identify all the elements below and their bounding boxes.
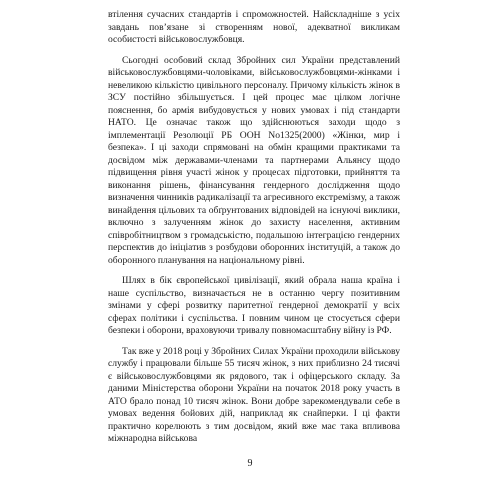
page-number: 9	[247, 458, 253, 469]
paragraph-european-path: Шлях в бік європейської цивілізації, який обрала наша країна і наше суспільство, визначається не в останню чергу позитивним змінами у сфері розвитку паритетної гендерної демократії у всіх сферах політики і суспільства. І повним чином це стосується сфери безпеки і оборони, враховуючи тривалу повномасштабну війну із РФ.	[108, 275, 400, 336]
paragraph-continued: втілення сучасних стандартів і спроможностей. Найскладніше з усіх завдань пов’язане зі створенням нової, адекватної викликам особистості військовослужбовця.	[108, 9, 400, 45]
paragraph-armed-forces-personnel: Сьогодні особовий склад Збройних сил України представлений військовослужбовцями-чоловіками, військовослужбовцями-жінками і невеликою кількістю цивільного персоналу. Причому кількість жінок в ЗСУ постійно збільшується. І цей процес має цілком логічне пояснення, бо армія вибудовується у нових умовах і під стандарти НАТО. Це означає також що здійснюються заходи щодо з імплементації Резолюції РБ ООН No1325(2000) «Жінки, мир і безпека». І ці заходи спрямовані на обмін кращими практиками та досвідом між державами-членами та партнерами Альянсу щодо підвищення рівня участі жінок у процесах підготовки, прийняття та виконання рішень, фінансування гендерного дослідження щодо визначення чинників радикалізації та агресивного екстремізму, а також винайдення цільових та обґрунтованих відповідей на існуючі виклики, включно з залученням жінок до захисту населення, активним співробітництвом з громадськістю, подальшою інтеграцією гендерних перспектив до ініціатив з розбудови оборонних інституцій, а також до оборонного планування на національному рівні.	[108, 54, 400, 266]
paragraph-2018-statistics: Так вже у 2018 році у Збройних Силах України проходили військову службу і працювали більше 55 тисяч жінок, з них приблизно 24 тисячі є військовослужбовцями як рядового, так і офіцерського складу. За даними Міністерства оборони України на початок 2018 року участь в АТО брало понад 10 тисяч жінок. Вони добре зарекомендували себе в умовах ведення бойових дій, наприклад як снайперки. І ці факти практично корелюють з тим досвідом, який вже має така впливова міжнародна військова	[108, 345, 400, 444]
body-text	[108, 9, 400, 446]
